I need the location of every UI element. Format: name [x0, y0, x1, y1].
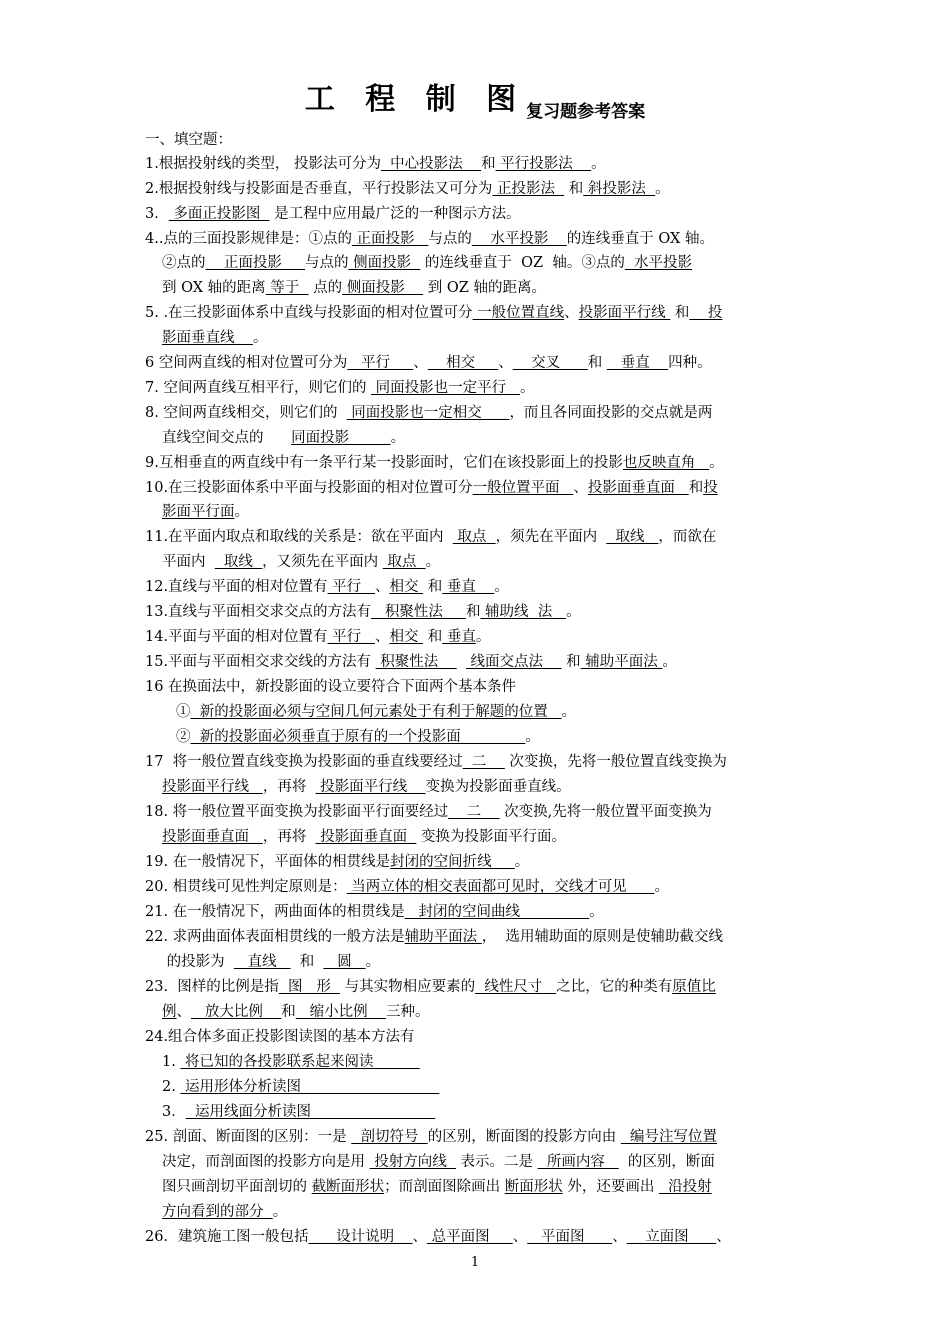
text-line	[145, 1027, 415, 1047]
question-text: 和	[281, 1004, 296, 1020]
question-text: 、	[612, 1229, 627, 1245]
text-line	[162, 428, 405, 448]
answer-blank: 沿投射	[658, 1179, 712, 1195]
answer-blank: 积聚性法	[375, 654, 457, 670]
question-text: 。	[390, 430, 406, 446]
text-line	[145, 527, 716, 547]
question-text: 。	[520, 380, 535, 396]
answer-blank: 所画内容	[537, 1154, 619, 1170]
text-line	[145, 130, 232, 150]
answer-blank: 投	[703, 480, 718, 496]
question-text: ，而且各同面投影的交点就是两	[509, 405, 713, 421]
question-text: 和	[564, 181, 584, 197]
answer-blank: 投影面垂直面	[162, 829, 263, 845]
text-line	[162, 1077, 439, 1097]
question-text: 平面内	[162, 554, 215, 570]
answer-blank: 垂直	[442, 579, 495, 595]
answer-blank: 正投影法	[492, 181, 565, 197]
text-line	[145, 752, 727, 772]
text-line	[145, 977, 716, 997]
text-line	[162, 1002, 430, 1022]
question-text: 到 OX 轴的距离	[162, 280, 266, 296]
answer-blank: 平行	[327, 579, 375, 595]
text-line	[162, 1152, 715, 1172]
text-line	[162, 502, 249, 522]
answer-blank: 辅助平面法	[404, 929, 482, 945]
answer-blank: 断面形状	[504, 1179, 563, 1195]
answer-blank: 取线	[606, 529, 659, 545]
text-line	[145, 204, 521, 224]
answer-blank: 封闭的空间折线	[390, 854, 515, 870]
answer-blank: 正面投影	[351, 231, 429, 247]
answer-blank: 投射方向线	[369, 1154, 456, 1170]
question-text: 23. 图样的比例是指	[145, 979, 279, 995]
question-text: 、	[498, 355, 513, 371]
question-text: 直线空间交点的	[162, 430, 292, 446]
question-text: 和	[423, 579, 443, 595]
answer-blank: 线面交点法	[465, 654, 562, 670]
question-text: 3．	[162, 1104, 186, 1120]
question-text: ， 选用辅助面的原则是使辅助截交线	[481, 929, 723, 945]
question-text: 15.平面与平面相交求交线的方法有	[145, 654, 376, 670]
question-text: ，再将	[262, 779, 316, 795]
text-line	[176, 702, 576, 722]
document-title	[0, 74, 950, 122]
question-text: 12.直线与平面的相对位置有	[145, 579, 328, 595]
answer-blank: 一般位置直线	[472, 305, 565, 321]
text-line	[162, 1102, 435, 1122]
question-text: 的区别，断面图的投影方向由	[427, 1129, 621, 1145]
text-line	[162, 552, 440, 572]
question-text: 、	[512, 1229, 528, 1245]
text-line	[162, 1202, 287, 1222]
question-text: 与点的	[304, 255, 349, 271]
answer-blank: 侧面投影	[348, 255, 421, 271]
question-text: 表示。二是	[455, 1154, 538, 1170]
question-text: 13.直线与平面相交求交点的方法有	[145, 604, 372, 620]
answer-blank: 积聚性法	[371, 604, 466, 620]
question-text: 。	[272, 1204, 288, 1220]
answer-blank: 同面投影也一定平行	[371, 380, 520, 396]
answer-blank: 投	[689, 305, 723, 321]
question-text: 19. 在一般情况下，平面体的相贯线是	[145, 854, 391, 870]
question-text: 6 空间两直线的相对位置可分为	[145, 355, 348, 371]
answer-blank: 运用形体分析读图	[180, 1079, 440, 1095]
answer-blank: 投影面平行线	[162, 779, 263, 795]
text-line	[145, 902, 604, 922]
text-line	[145, 802, 712, 822]
answer-blank: 也反映直角	[622, 455, 710, 471]
answer-blank: 影面平行面	[162, 504, 235, 520]
question-text: 四种。	[668, 355, 712, 371]
answer-blank: 取点	[452, 529, 496, 545]
question-text: 。	[525, 729, 540, 745]
answer-blank: 辅助线 法	[480, 604, 567, 620]
answer-blank: 直线	[233, 954, 291, 970]
question-text: 和	[670, 305, 690, 321]
answer-blank: 原值比	[672, 979, 716, 995]
question-text: 和	[423, 629, 443, 645]
text-line	[145, 403, 712, 423]
question-text: 的连线垂直于 OZ 轴。③点的	[420, 255, 625, 271]
text-line	[162, 952, 380, 972]
answer-blank: 图 形	[278, 979, 341, 995]
text-line	[162, 278, 546, 298]
answer-blank: 方向看到的部分	[162, 1204, 273, 1220]
question-text: 20. 相贯线可见性判定原则是：	[145, 879, 347, 895]
question-text: 7. 空间两直线互相平行，则它们的	[145, 380, 372, 396]
question-text: ；而剖面图除画出	[384, 1179, 505, 1195]
answer-blank: 取点	[382, 554, 426, 570]
question-text: 8. 空间两直线相交，则它们的	[145, 405, 347, 421]
answer-blank: 同面投影	[291, 430, 391, 446]
question-text: 与其实物相应要素的	[340, 979, 476, 995]
question-text: 变换为投影面垂直线。	[425, 779, 571, 795]
question-text: 、	[176, 1004, 191, 1020]
answer-blank: 多面正投影图	[168, 206, 270, 222]
answer-blank: 垂直	[606, 355, 669, 371]
question-text: 外，还要画出	[562, 1179, 659, 1195]
question-text: 4..点的三面投影规律是：①点的	[145, 231, 352, 247]
answer-blank: 平行	[347, 355, 414, 371]
title-sub: 复习题参考答案	[526, 102, 646, 122]
title-main: 工 程 制 图	[304, 82, 527, 117]
question-text: ，而欲在	[658, 529, 717, 545]
answer-blank: 同面投影也一定相交	[346, 405, 510, 421]
text-line	[145, 627, 490, 647]
question-text: 次变换，先将一般位置直线变换为	[504, 754, 727, 770]
answer-blank: 新的投影面必须与空间几何元素处于有利于解题的位置	[190, 704, 562, 720]
question-text: 和	[688, 480, 704, 496]
text-line	[145, 1227, 731, 1247]
question-text: 和	[465, 604, 481, 620]
question-text: 与点的	[428, 231, 472, 247]
answer-blank: 投影面平行线	[578, 305, 671, 321]
answer-blank: 剖切符号	[351, 1129, 428, 1145]
question-text: 的区别，断面	[618, 1154, 715, 1170]
text-line	[145, 179, 670, 199]
answer-blank: 将已知的各投影联系起来阅读	[180, 1054, 420, 1070]
question-text: 1.根据投射线的类型， 投影法可分为	[145, 156, 381, 172]
question-text: 。	[252, 330, 268, 346]
answer-blank: 等于	[265, 280, 309, 296]
question-text: 。	[494, 579, 509, 595]
question-text	[457, 654, 466, 670]
question-text: 25. 剖面、断面图的区别：一是	[145, 1129, 352, 1145]
question-text: 、	[716, 1229, 731, 1245]
question-text: 9.互相垂直的两直线中有一条平行某一投影面时，它们在该投影面上的投影	[145, 455, 623, 471]
question-text: 和	[481, 156, 496, 172]
answer-blank: 放大比例	[191, 1004, 282, 1020]
text-line	[145, 602, 581, 622]
answer-blank: 总平面图	[427, 1229, 513, 1245]
question-text: 、	[375, 579, 390, 595]
question-text: ①	[176, 704, 191, 720]
question-text: 。	[589, 904, 604, 920]
question-text: 14.平面与平面的相对位置有	[145, 629, 328, 645]
question-text: 、	[564, 305, 579, 321]
question-text: 。	[566, 604, 581, 620]
answer-blank: 相交	[389, 579, 424, 595]
text-line	[145, 927, 723, 947]
text-line	[176, 727, 540, 747]
question-text: 、	[413, 355, 428, 371]
question-text: 。	[475, 629, 491, 645]
answer-blank: 二	[462, 754, 505, 770]
answer-blank: 截断面形状	[311, 1179, 385, 1195]
question-text: 、	[573, 480, 588, 496]
text-line	[162, 253, 692, 273]
answer-blank: 水平投影	[471, 231, 567, 247]
question-text: ，须先在平面内	[495, 529, 607, 545]
text-line	[162, 1052, 420, 1072]
text-line	[162, 1177, 712, 1197]
text-line	[162, 328, 267, 348]
text-line	[145, 1127, 717, 1147]
text-line	[145, 154, 606, 174]
text-line	[145, 652, 677, 672]
answer-blank: 侧面投影	[342, 280, 424, 296]
answer-blank: 垂直	[442, 629, 476, 645]
answer-blank: 斜投影法	[583, 181, 656, 197]
answer-blank: 例	[162, 1004, 177, 1020]
answer-blank: 投影面平行线	[315, 779, 426, 795]
question-text: 和	[587, 355, 607, 371]
text-line	[145, 577, 509, 597]
question-text: 。	[709, 455, 724, 471]
text-line	[145, 677, 516, 697]
question-text: 一、填空题：	[145, 132, 232, 148]
answer-blank: 立面图	[626, 1229, 717, 1245]
question-text: 。	[654, 879, 669, 895]
question-text: 11.在平面内取点和取线的关系是：欲在平面内	[145, 529, 453, 545]
question-text: 的连线垂直于 OX 轴。	[566, 231, 714, 247]
answer-blank: 编号注写位置	[620, 1129, 718, 1145]
answer-blank: 正面投影	[205, 255, 305, 271]
text-line	[162, 827, 566, 847]
question-text: 图只画剖切平面剖切的	[162, 1179, 312, 1195]
question-text: 决定，而剖面图的投影方向是用	[162, 1154, 370, 1170]
question-text: 、	[412, 1229, 428, 1245]
question-text: ②点的	[162, 255, 206, 271]
answer-blank: 运用线面分析读图	[185, 1104, 436, 1120]
question-text: 。	[234, 504, 249, 520]
text-line	[145, 852, 529, 872]
answer-blank: 交叉	[512, 355, 588, 371]
answer-blank: 当两立体的相交表面都可见时，交线才可见	[346, 879, 655, 895]
question-text: 5. .在三投影面体系中直线与投影面的相对位置可分	[145, 305, 473, 321]
question-text: 是工程中应用最广泛的一种图示方法。	[269, 206, 521, 222]
question-text: ，再将	[262, 829, 316, 845]
answer-blank: 相交	[389, 629, 424, 645]
question-text: 2.	[162, 1079, 181, 1095]
answer-blank: 平面图	[527, 1229, 613, 1245]
answer-blank: 水平投影	[624, 255, 693, 271]
question-text: 次变换,先将一般位置平面变换为	[499, 804, 712, 820]
answer-blank: 线性尺寸	[475, 979, 557, 995]
answer-blank: 影面垂直线	[162, 330, 253, 346]
answer-blank: 中心投影法	[380, 156, 482, 172]
answer-blank: 投影面垂直面	[315, 829, 417, 845]
answer-blank: 新的投影面必须垂直于原有的一个投影面	[190, 729, 526, 745]
question-text: 。	[655, 181, 670, 197]
text-line	[145, 353, 712, 373]
question-text: 10.在三投影面体系中平面与投影面的相对位置可分	[145, 480, 473, 496]
question-text: 26．建筑施工图一般包括	[145, 1229, 309, 1245]
question-text: 三种。	[386, 1004, 430, 1020]
question-text: 到 OZ 轴的距离。	[423, 280, 546, 296]
text-line	[145, 229, 714, 249]
question-text: 变换为投影面平行面。	[416, 829, 566, 845]
answer-blank: 辅助平面法	[580, 654, 663, 670]
question-text: 。	[591, 156, 606, 172]
answer-blank: 平行投影法	[495, 156, 592, 172]
answer-blank: 封闭的空间曲线	[404, 904, 590, 920]
page-number: 1	[470, 1255, 480, 1270]
question-text: 2.根据投射线与投影面是否垂直，平行投影法又可分为	[145, 181, 493, 197]
text-line	[145, 877, 669, 897]
question-text: ②	[176, 729, 191, 745]
question-text: 的投影为	[162, 954, 234, 970]
question-text: 1.	[162, 1054, 181, 1070]
answer-blank: 平行	[327, 629, 375, 645]
text-line	[145, 478, 718, 498]
answer-blank: 圆	[323, 954, 366, 970]
text-line	[145, 453, 724, 473]
question-text: 和	[561, 654, 581, 670]
text-line	[145, 378, 535, 398]
answer-blank: 一般位置平面	[472, 480, 574, 496]
answer-blank: 设计说明	[308, 1229, 413, 1245]
question-text: 。	[425, 554, 441, 570]
text-line	[145, 303, 722, 323]
question-text: 和	[290, 954, 324, 970]
answer-blank: 相交	[427, 355, 499, 371]
question-text: 。	[561, 704, 577, 720]
question-text: 17 将一般位置直线变换为投影面的垂直线要经过	[145, 754, 463, 770]
question-text: 。	[365, 954, 381, 970]
answer-blank: 取线	[214, 554, 263, 570]
question-text: 21. 在一般情况下，两曲面体的相贯线是	[145, 904, 405, 920]
question-text: 。	[662, 654, 677, 670]
question-text: 18. 将一般位置平面变换为投影面平行面要经过	[145, 804, 449, 820]
question-text: 22. 求两曲面体表面相贯线的一般方法是	[145, 929, 405, 945]
question-text: 3．	[145, 206, 169, 222]
answer-blank: 缩小比例	[295, 1004, 387, 1020]
question-text: 。	[514, 854, 530, 870]
question-text: 24.组合体多面正投影图读图的基本方法有	[145, 1029, 415, 1045]
text-line	[162, 777, 571, 797]
question-text: ，又须先在平面内	[262, 554, 383, 570]
question-text: 之比，它的种类有	[556, 979, 673, 995]
question-text: 16 在换面法中，新投影面的设立要符合下面两个基本条件	[145, 679, 517, 695]
question-text: 点的	[308, 280, 343, 296]
answer-blank: 投影面垂直面	[587, 480, 689, 496]
answer-blank: 二	[448, 804, 500, 820]
question-text: 、	[375, 629, 390, 645]
